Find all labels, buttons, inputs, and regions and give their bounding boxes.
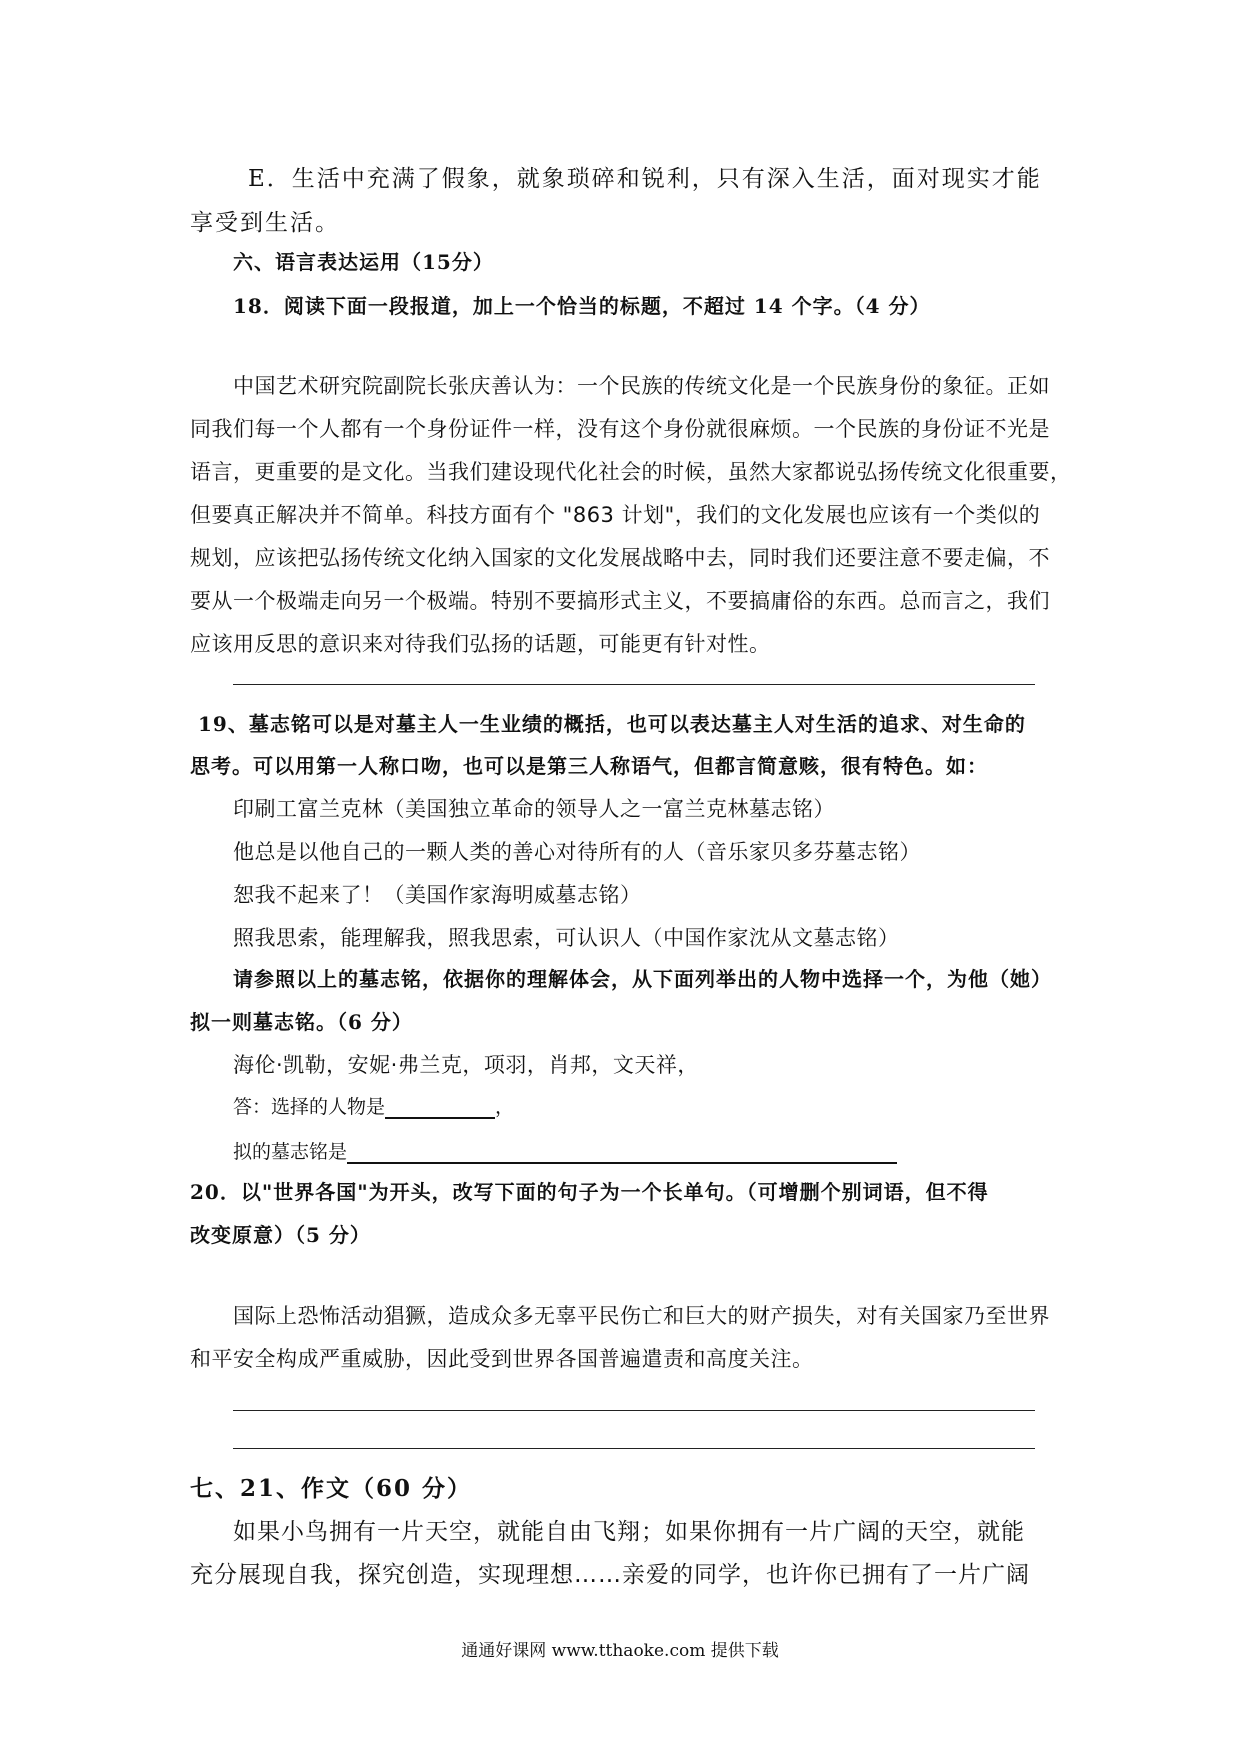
q20-answer-line[interactable] — [233, 1448, 1035, 1449]
q19-example: 恕我不起来了！（美国作家海明威墓志铭） — [233, 883, 642, 907]
q20-passage-line: 和平安全构成严重威胁，因此受到世界各国普遍遣责和高度关注。 — [190, 1347, 814, 1371]
q18-passage-line: 中国艺术研究院副院长张庆善认为：一个民族的传统文化是一个民族身份的象征。正如 — [233, 374, 1050, 398]
q19-example: 印刷工富兰克林（美国独立革命的领导人之一富兰克林墓志铭） — [233, 797, 835, 821]
q19-answer-person — [233, 1092, 514, 1119]
q19-answer-person-suffix: ， — [495, 1096, 515, 1118]
q19-person-blank[interactable] — [385, 1097, 495, 1119]
essay-prompt-line: 充分展现自我，探究创造，实现理想……亲爱的同学，也许你已拥有了一片广阔 — [190, 1562, 1030, 1588]
option-e-line1: E．生活中充满了假象，就象琐碎和锐利，只有深入生活，面对现实才能 — [248, 166, 1042, 192]
q18-passage-line: 语言，更重要的是文化。当我们建设现代化社会的时候，虽然大家都说弘扬传统文化很重要， — [190, 460, 1072, 484]
q19-example: 他总是以他自己的一颗人类的善心对待所有的人（音乐家贝多芬墓志铭） — [233, 840, 921, 864]
q20-prompt-line2: 改变原意）（5 分） — [190, 1223, 371, 1247]
essay-prompt-line: 如果小鸟拥有一片天空，就能自由飞翔；如果你拥有一片广阔的天空，就能 — [233, 1519, 1025, 1545]
q19-prompt-line2: 思考。可以用第一人称口吻，也可以是第三人称语气，但都言简意赅，很有特色。如： — [190, 754, 988, 778]
q19-answer-epitaph — [233, 1137, 897, 1164]
q19-prompt-line1: 19、墓志铭可以是对墓主人一生业绩的概括，也可以表达墓主人对生活的追求、对生命的 — [198, 712, 1026, 736]
q18-answer-line[interactable] — [233, 684, 1035, 685]
q19-task-line1: 请参照以上的墓志铭，依据你的理解体会，从下面列举出的人物中选择一个，为他（她） — [233, 967, 1052, 991]
section6-heading: 六、语言表达运用（15分） — [233, 250, 494, 274]
section7-heading: 七、21、作文（60 分） — [190, 1475, 473, 1502]
q19-candidates: 海伦·凯勒，安妮·弗兰克，项羽，肖邦，文天祥， — [233, 1053, 699, 1077]
option-e-line2: 享受到生活。 — [190, 210, 340, 236]
q19-answer-epitaph-label: 拟的墓志铭是 — [233, 1141, 348, 1163]
q20-passage-line: 国际上恐怖活动猖獗，造成众多无辜平民伤亡和巨大的财产损失，对有关国家乃至世界 — [233, 1304, 1050, 1328]
q19-task-line2: 拟一则墓志铭。（6 分） — [190, 1010, 413, 1034]
q19-epitaph-blank[interactable] — [347, 1142, 897, 1164]
q19-example: 照我思索，能理解我，照我思索，可认识人（中国作家沈从文墓志铭） — [233, 926, 900, 950]
q18-passage-line: 要从一个极端走向另一个极端。特别不要搞形式主义，不要搞庸俗的东西。总而言之，我们 — [190, 589, 1050, 613]
q20-prompt-line1: 20．以"世界各国"为开头，改写下面的句子为一个长单句。（可增删个别词语，但不得 — [190, 1180, 989, 1204]
q18-prompt: 18．阅读下面一段报道，加上一个恰当的标题，不超过 14 个字。（4 分） — [233, 294, 931, 318]
q19-answer-person-label: 答：选择的人物是 — [233, 1096, 386, 1118]
q18-passage-line: 同我们每一个人都有一个身份证件一样，没有这个身份就很麻烦。一个民族的身份证不光是 — [190, 417, 1050, 441]
q18-passage-line: 但要真正解决并不简单。科技方面有个 "863 计划"，我们的文化发展也应该有一个类似的 — [190, 503, 1041, 527]
q18-passage-line: 应该用反思的意识来对待我们弘扬的话题，可能更有针对性。 — [190, 632, 771, 656]
q18-passage-line: 规划，应该把弘扬传统文化纳入国家的文化发展战略中去，同时我们还要注意不要走偏，不 — [190, 546, 1050, 570]
page-footer: 通通好课网 www.tthaoke.com 提供下载 — [461, 1641, 779, 1661]
q20-answer-line[interactable] — [233, 1410, 1035, 1411]
